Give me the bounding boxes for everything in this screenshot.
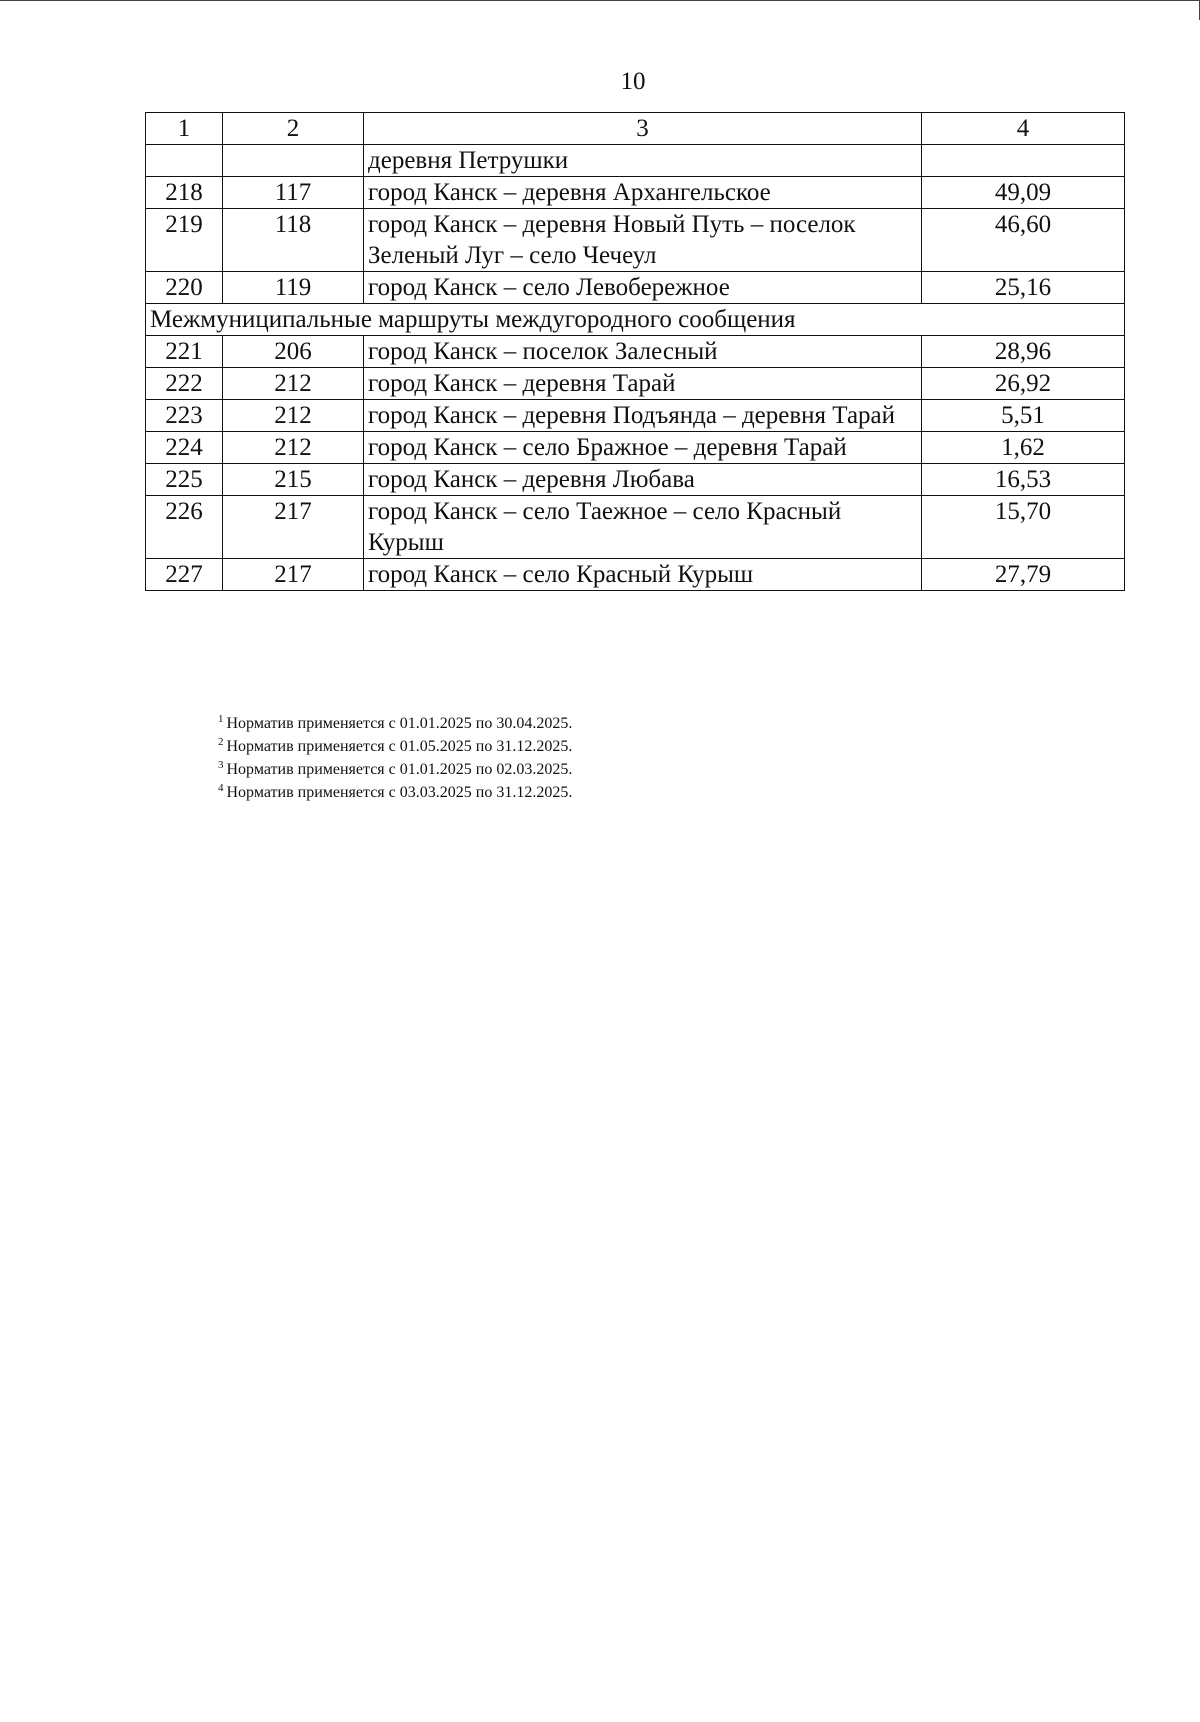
route-name-cell: город Канск – деревня Архангельское (364, 177, 922, 209)
footnote-text: Норматив применяется с 03.03.2025 по 31.12.2025. (226, 784, 573, 801)
route-number-cell (223, 145, 364, 177)
route-number-cell: 212 (223, 432, 364, 464)
footnote (218, 735, 572, 758)
row-index-cell: 220 (146, 272, 223, 304)
route-number-cell: 217 (223, 496, 364, 559)
table-row (146, 272, 1125, 304)
table-row (146, 464, 1125, 496)
norm-value-cell: 15,70 (922, 496, 1125, 559)
row-index-cell: 223 (146, 400, 223, 432)
row-index-cell: 226 (146, 496, 223, 559)
route-name-cell: город Канск – деревня Тарай (364, 368, 922, 400)
route-name-cell: город Канск – село Левобережное (364, 272, 922, 304)
header-cell-1: 1 (146, 113, 223, 145)
row-index-cell: 224 (146, 432, 223, 464)
header-cell-2: 2 (223, 113, 364, 145)
footnote-mark: 2 (218, 736, 224, 748)
route-name-cell: город Канск – поселок Залесный (364, 336, 922, 368)
norm-value-cell (922, 145, 1125, 177)
row-index-cell: 225 (146, 464, 223, 496)
norm-value-cell: 5,51 (922, 400, 1125, 432)
footnote-mark: 4 (218, 782, 224, 794)
route-name-cell: город Канск – деревня Любава (364, 464, 922, 496)
header-cell-4: 4 (922, 113, 1125, 145)
norm-value-cell: 16,53 (922, 464, 1125, 496)
norm-value-cell: 46,60 (922, 209, 1125, 272)
header-cell-3: 3 (364, 113, 922, 145)
route-name-cell: город Канск – село Бражное – деревня Тарай (364, 432, 922, 464)
table-row (146, 177, 1125, 209)
route-number-cell: 217 (223, 559, 364, 591)
row-index-cell (146, 145, 223, 177)
route-name-cell: город Канск – деревня Новый Путь – поселок Зеленый Луг – село Чечеул (364, 209, 922, 272)
norm-value-cell: 26,92 (922, 368, 1125, 400)
table-row (146, 496, 1125, 559)
route-name-cell: деревня Петрушки (364, 145, 922, 177)
page-number: 10 (620, 68, 646, 95)
footnote-text: Норматив применяется с 01.01.2025 по 30.04.2025. (226, 715, 573, 732)
route-number-cell: 206 (223, 336, 364, 368)
row-index-cell: 219 (146, 209, 223, 272)
footnote (218, 758, 572, 781)
table-row (146, 145, 1125, 177)
table-row (146, 400, 1125, 432)
route-number-cell: 117 (223, 177, 364, 209)
footnote (218, 712, 572, 735)
footnote (218, 781, 572, 804)
norm-value-cell: 49,09 (922, 177, 1125, 209)
route-name-cell: город Канск – село Красный Курыш (364, 559, 922, 591)
route-number-cell: 119 (223, 272, 364, 304)
table-row (146, 336, 1125, 368)
norm-value-cell: 27,79 (922, 559, 1125, 591)
route-number-cell: 118 (223, 209, 364, 272)
row-index-cell: 218 (146, 177, 223, 209)
norm-value-cell: 28,96 (922, 336, 1125, 368)
table-header-row (146, 113, 1125, 145)
norm-value-cell: 1,62 (922, 432, 1125, 464)
section-row (146, 304, 1125, 336)
scan-border-top (0, 0, 1200, 1)
table-row (146, 432, 1125, 464)
footnote-text: Норматив применяется с 01.01.2025 по 02.03.2025. (226, 761, 573, 778)
footnote-mark: 1 (218, 713, 224, 725)
footnote-text: Норматив применяется с 01.05.2025 по 31.12.2025. (226, 738, 573, 755)
row-index-cell: 227 (146, 559, 223, 591)
table-row (146, 209, 1125, 272)
row-index-cell: 222 (146, 368, 223, 400)
route-name-cell: город Канск – село Таежное – село Красный Курыш (364, 496, 922, 559)
footnote-mark: 3 (218, 759, 224, 771)
footnotes (218, 712, 572, 804)
routes-table (145, 112, 1125, 591)
row-index-cell: 221 (146, 336, 223, 368)
norm-value-cell: 25,16 (922, 272, 1125, 304)
section-title: Межмуниципальные маршруты междугородного сообщения (146, 304, 1125, 336)
table-row (146, 559, 1125, 591)
route-number-cell: 215 (223, 464, 364, 496)
route-number-cell: 212 (223, 400, 364, 432)
route-name-cell: город Канск – деревня Подъянда – деревня Тарай (364, 400, 922, 432)
table-row (146, 368, 1125, 400)
route-number-cell: 212 (223, 368, 364, 400)
